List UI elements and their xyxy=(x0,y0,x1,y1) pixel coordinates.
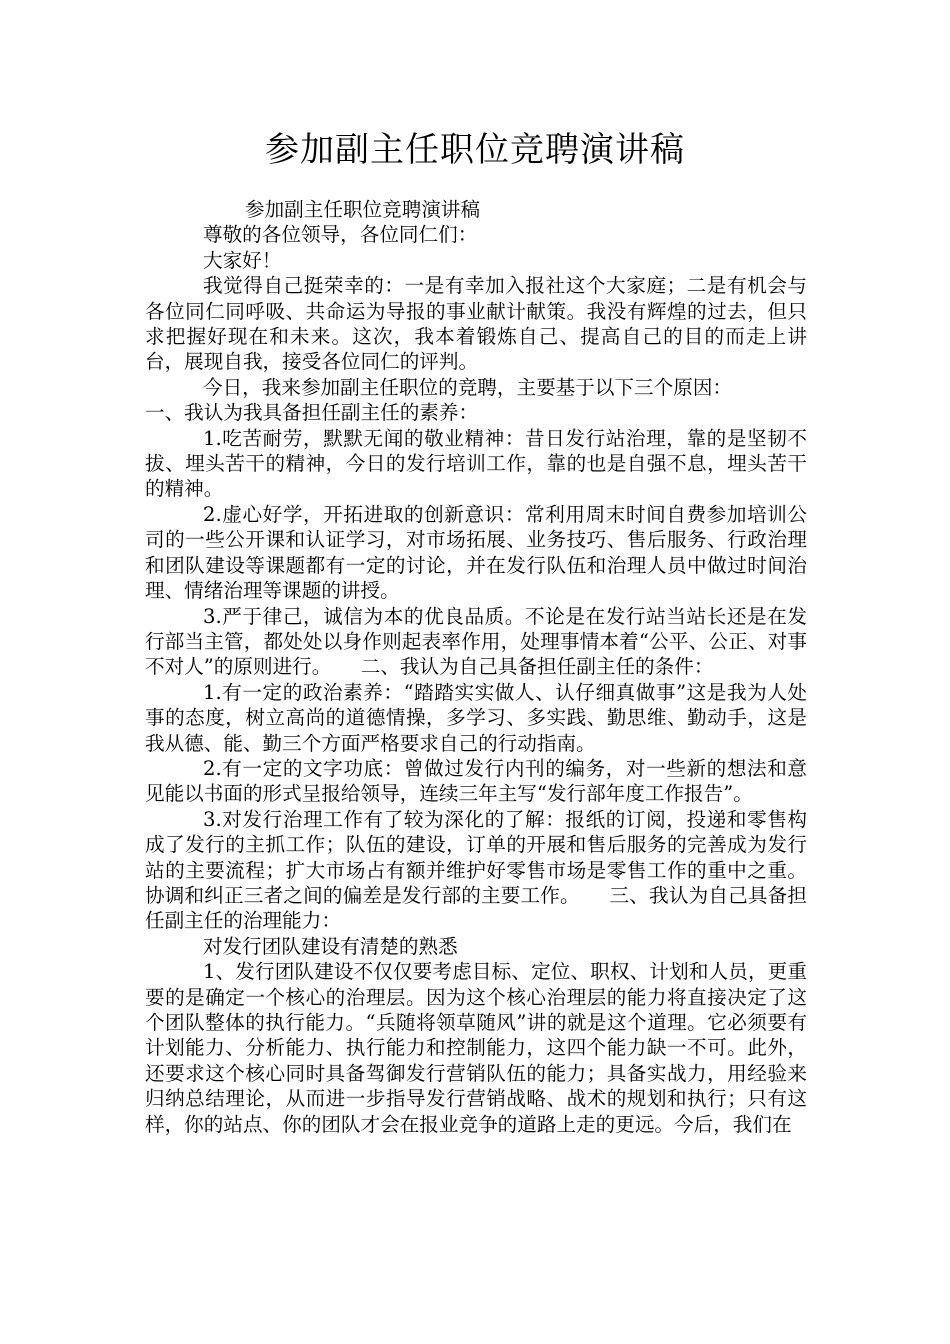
body-paragraph: 1.有一定的政治素养：“踏踏实实做人、认仔细真做事”这是我为人处事的态度，树立高尚的道德情操，多学习、多实践、勤思维、勤动手，这是我从德、能、勤三个方面严格要求自己的行动指南。 xyxy=(145,680,807,755)
body-paragraph: 2.有一定的文字功底：曾做过发行内刊的编务，对一些新的想法和意见能以书面的形式呈报给领导，连续三年主写“发行部年度工作报告”。 xyxy=(145,756,807,806)
document-body xyxy=(145,197,807,1137)
body-paragraph: 对发行团队建设有清楚的熟悉 xyxy=(203,934,458,958)
greeting-paragraph: 大家好！ xyxy=(203,248,282,272)
body-paragraph: 1.吃苦耐劳，默默无闻的敬业精神：昔日发行站治理，靠的是坚韧不拔、埋头苦干的精神，今日的发行培训工作，靠的也是自强不息，埋头苦干的精神。 xyxy=(145,426,807,501)
body-paragraph: 2.虚心好学，开拓进取的创新意识：常利用周末时间自费参加培训公司的一些公开课和认证学习，对市场拓展、业务技巧、售后服务、行政治理和团队建设等课题都有一定的讨论，并在发行队伍和治理人员中做过时间治理、情绪治理等课题的讲授。 xyxy=(145,502,807,603)
document-title: 参加副主任职位竞聘演讲稿 xyxy=(265,130,685,170)
body-paragraph: 3.对发行治理工作有了较为深化的了解：报纸的订阅，投递和零售构成了发行的主抓工作；队伍的建设，订单的开展和售后服务的完善成为发行站的主要流程；扩大市场占有额并维护好零售市场是零售工作的重中之重。协调和纠正三者之间的偏差是发行部的主要工作。 三、我认为自己具备担任副主任的治理能力： xyxy=(145,807,807,933)
body-paragraph: 今日，我来参加副主任职位的竞聘，主要基于以下三个原因： xyxy=(203,375,733,399)
body-paragraph: 3.严于律己，诚信为本的优良品质。不论是在发行站当站长还是在发行部当主管，都处处以身作则起表率作用，处理事情本着“公平、公正、对事不对人”的原则进行。 二、我认为自己具备担任副主任的条件： xyxy=(145,604,807,679)
body-paragraph: 我觉得自己挺荣幸的：一是有幸加入报社这个大家庭；二是有机会与各位同仁同呼吸、共命运为导报的事业献计献策。我没有辉煌的过去，但只求把握好现在和未来。这次，我本着锻炼自己、提高自己的目的而走上讲台，展现自我，接受各位同仁的评判。 xyxy=(145,274,807,374)
section-heading: 一、我认为我具备担任副主任的素养： xyxy=(145,401,479,425)
body-paragraph: 1、发行团队建设不仅仅要考虑目标、定位、职权、计划和人员，更重要的是确定一个核心的治理层。因为这个核心治理层的能力将直接决定了这个团队整体的执行能力。“兵随将领草随风”讲的就是这个道理。它必须要有计划能力、分析能力、执行能力和控制能力，这四个能力缺一不可。此外，还要求这个核心同时具备驾御发行营销队伍的能力；具备实战力，用经验来归纳总结理论，从而进一步指导发行营销战略、战术的规划和执行；只有这样，你的站点、你的团队才会在报业竞争的道路上走的更远。今后，我们在 xyxy=(145,960,807,1136)
subtitle-paragraph: 参加副主任职位竞聘演讲稿 xyxy=(245,198,481,221)
salutation-paragraph: 尊敬的各位领导，各位同仁们： xyxy=(203,223,478,247)
